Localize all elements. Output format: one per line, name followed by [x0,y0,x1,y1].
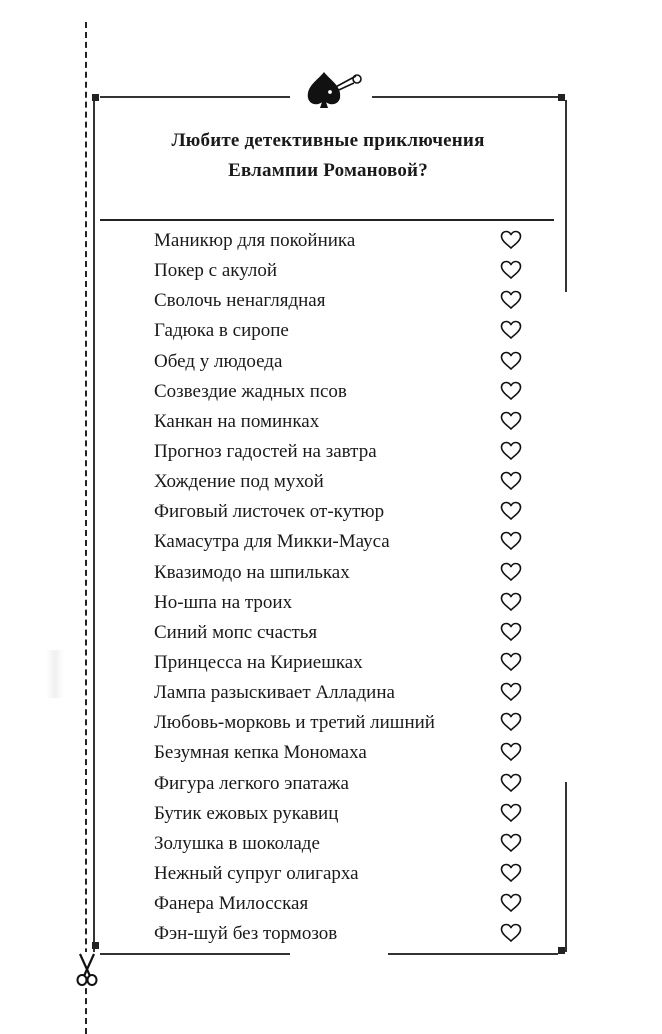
heart-outline-icon[interactable] [500,592,522,612]
list-item [154,648,534,678]
list-item [154,799,534,829]
list-item [154,316,534,346]
list-item [154,889,534,919]
list-item [154,497,534,527]
heart-outline-icon[interactable] [500,471,522,491]
list-item [154,286,534,316]
list-item [154,347,534,377]
heart-outline-icon[interactable] [500,803,522,823]
book-title: Квазимодо на шпильках [154,561,350,583]
book-title: Бутик ежовых рукавиц [154,802,339,824]
book-title: Прогноз гадостей на завтра [154,440,377,462]
heart-spade-with-safety-pin-icon [304,66,364,112]
title-line-1: Любите детективные приключения [171,130,485,151]
book-title: Маникюр для покойника [154,230,356,251]
book-title: Фигура легкого эпатажа [154,772,349,794]
book-title: Гадюка в сиропе [154,320,289,342]
heart-outline-icon[interactable] [500,863,522,883]
list-item [154,769,534,799]
heart-outline-icon[interactable] [500,381,522,401]
heart-outline-icon[interactable] [500,773,522,793]
book-title: Камасутра для Микки-Мауса [154,531,390,553]
heart-outline-icon[interactable] [500,742,522,762]
scissors-icon [72,952,102,988]
heart-outline-icon[interactable] [500,923,522,943]
heart-outline-icon[interactable] [500,622,522,642]
list-item [154,527,534,557]
heart-outline-icon[interactable] [500,441,522,461]
heart-outline-icon[interactable] [500,260,522,280]
list-item [154,256,534,286]
heart-outline-icon[interactable] [500,893,522,913]
heart-outline-icon[interactable] [500,411,522,431]
book-title: Канкан на поминках [154,410,320,432]
list-item [154,467,534,497]
heart-outline-icon[interactable] [500,562,522,582]
heart-outline-icon[interactable] [500,230,522,250]
heart-outline-icon[interactable] [500,290,522,310]
book-title: Безумная кепка Мономаха [154,742,367,764]
list-item [154,618,534,648]
book-title: Любовь-морковь и третий лишний [154,712,435,734]
list-item [154,558,534,588]
heart-outline-icon[interactable] [500,652,522,672]
list-item [154,437,534,467]
edge-shadow [46,650,64,698]
list-item [154,678,534,708]
list-item [154,377,534,407]
heart-outline-icon[interactable] [500,682,522,702]
book-title: Обед у людоеда [154,350,283,372]
book-title: Фиговый листочек от-кутюр [154,501,385,523]
book-title: Но-шпа на троих [154,591,293,613]
book-title: Лампа разыскивает Алладина [154,682,395,704]
book-title: Нежный супруг олигарха [154,862,359,884]
heart-outline-icon[interactable] [500,351,522,371]
book-title: Покер с акулой [154,260,278,282]
book-title: Хождение под мухой [154,471,324,493]
book-title: Золушка в шоколаде [154,832,320,854]
list-item [154,407,534,437]
list-item [154,226,534,256]
page-title [100,126,556,186]
title-divider [100,219,554,221]
book-title: Фэн-шуй без тормозов [154,923,338,945]
list-item [154,919,534,949]
heart-outline-icon[interactable] [500,501,522,521]
list-item [154,738,534,768]
book-title: Синий мопс счастья [154,621,318,643]
heart-outline-icon[interactable] [500,320,522,340]
list-item [154,708,534,738]
cut-line [85,22,87,1034]
book-title: Фанера Милосская [154,893,309,915]
list-item [154,859,534,889]
heart-outline-icon[interactable] [500,531,522,551]
book-title: Сволочь ненаглядная [154,290,326,312]
heart-outline-icon[interactable] [500,833,522,853]
heart-outline-icon[interactable] [500,712,522,732]
book-title: Созвездие жадных псов [154,380,347,402]
book-title: Принцесса на Кириешках [154,651,363,673]
list-item [154,829,534,859]
book-list [154,226,534,949]
title-line-2: Евлампии Романовой? [228,160,428,181]
list-item [154,588,534,618]
